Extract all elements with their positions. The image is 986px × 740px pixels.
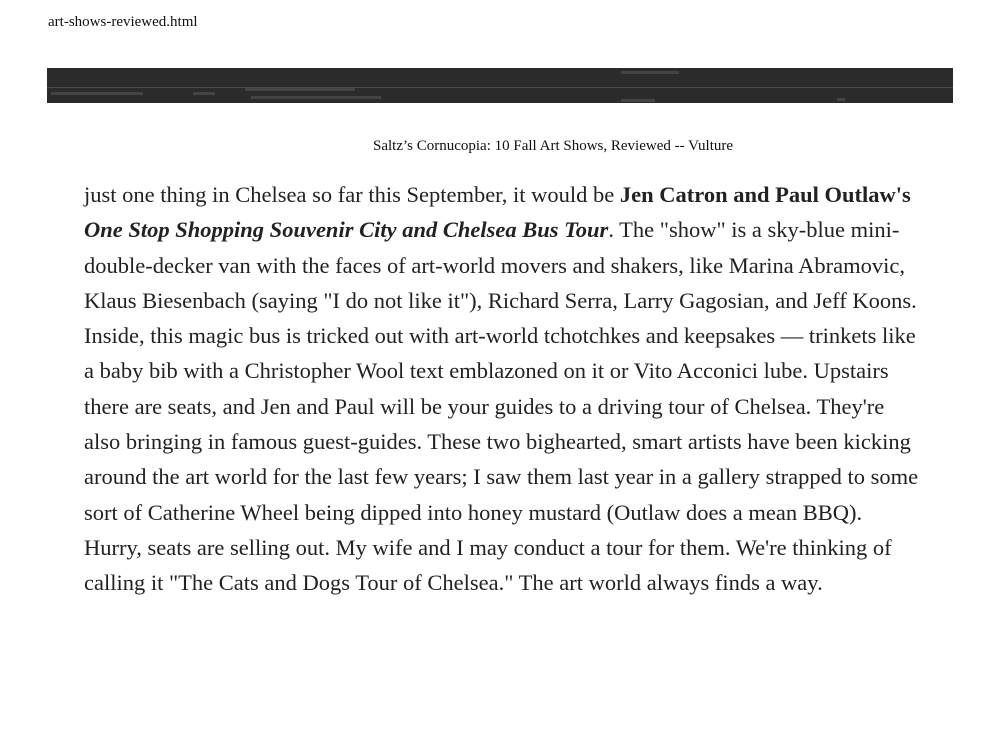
page-title: Saltz’s Cornucopia: 10 Fall Art Shows, Reviewed -- Vulture [372, 138, 734, 154]
header-nav-mark [51, 92, 143, 95]
file-name: art-shows-reviewed.html [48, 14, 198, 30]
header-nav-mark [621, 99, 655, 102]
artist-names-text: Jen Catron and Paul Outlaw's [619, 182, 911, 207]
article-intro: just one thing in Chelsea so far this September, it would be [84, 182, 620, 207]
header-nav-mark [251, 96, 381, 99]
header-nav-mark [193, 92, 215, 95]
header-rule [47, 87, 953, 88]
header-nav-mark [245, 88, 355, 91]
site-header-strip [47, 68, 953, 103]
header-nav-mark [837, 98, 845, 101]
header-nav-mark [621, 71, 679, 74]
artwork-title: One Stop Shopping Souvenir City and Chelsea Bus Tour [84, 217, 609, 243]
article-body: . The "show" is a sky-blue mini-double-decker van with the faces of art-world movers and shakers, like Marina Abramovic, Klaus Biesenbach (saying "I do not like it"), Richard Serra, Larry Gagosian, and Jeff Koons. Inside, this magic bus is tricked out with art-world tchotchkes and keepsakes — trinkets like a baby bib with a Christopher Wool text emblazoned on it or Vito Acconici lube. Upstairs there are seats, and Jen and Paul will be your guides to a driving tour of Chelsea. They're also bringing in famous guest-guides. These two bighearted, smart artists have been kicking around the art world for the last few years; I saw them last year in a gallery strapped to some sort of Catherine Wheel being dipped into honey mustard (Outlaw does a mean BBQ). Hurry, seats are selling out. My wife and I may conduct a tour for them. We're thinking of calling it "The Cats and Dogs Tour of Chelsea." The art world always finds a way. [84, 217, 919, 596]
article-paragraph [84, 177, 920, 601]
